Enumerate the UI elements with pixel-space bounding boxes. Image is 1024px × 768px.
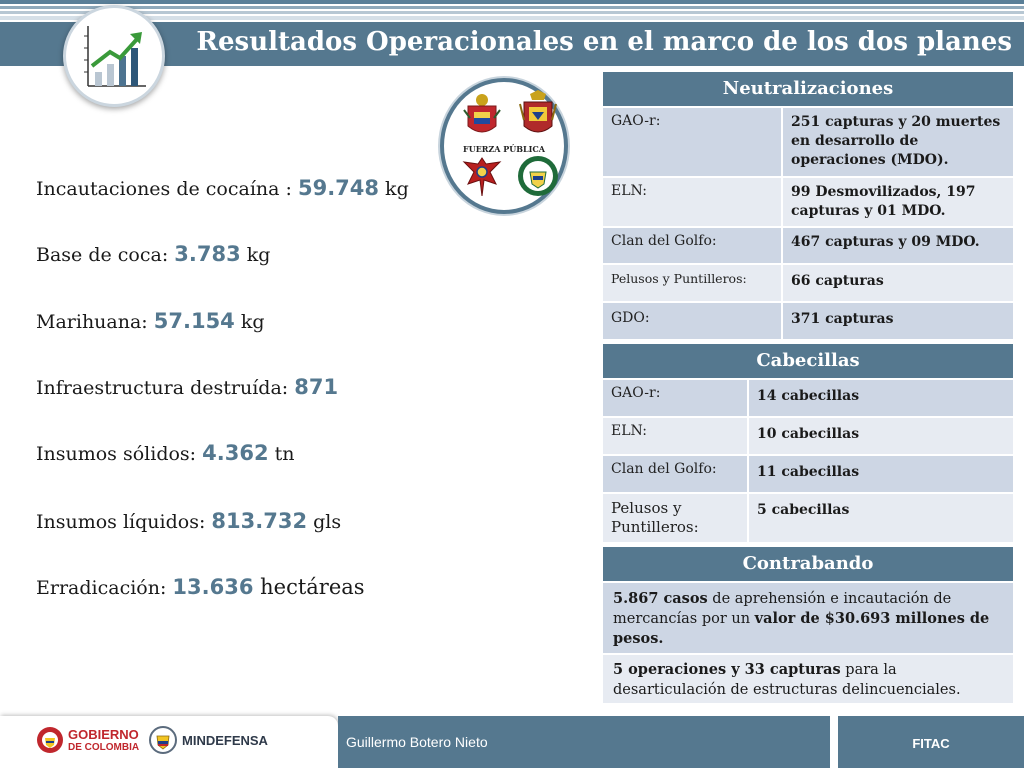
stripe [0,11,1024,14]
stat-unit: kg [234,311,265,333]
air-force-emblem-icon [460,154,504,200]
result-cell: 371 capturas [782,302,1014,340]
group-cell: GAO-r: [602,379,748,417]
result-cell: 11 cabecillas [748,455,1014,493]
stat-value: 813.732 [211,509,308,533]
stripe [0,0,1024,4]
result-cell: 99 Desmovilizados, 197 capturas y 01 MDO. [782,177,1014,227]
stripe [0,6,1024,9]
stat-value: 57.154 [153,309,235,333]
page-title: Resultados Operacionales en el marco de los dos planes [196,27,1012,57]
police-emblem-icon [516,154,560,200]
group-cell: Pelusos y Puntilleros: [602,493,748,543]
stat-marihuana [36,309,265,333]
group-cell: ELN: [602,417,748,455]
stat-cocaina [36,176,409,200]
bar-chart-growth-icon [63,5,165,107]
group-cell: GAO-r: [602,107,782,177]
result-cell: 14 cabecillas [748,379,1014,417]
group-cell: Clan del Golfo: [602,227,782,264]
stat-value: 871 [294,375,339,399]
group-cell: GDO: [602,302,782,340]
contrabando-casos: 5.867 casos [613,590,708,607]
stat-value: 59.748 [297,176,380,200]
stat-label: Infraestructura destruída: [36,377,295,399]
group-cell: Clan del Golfo: [602,455,748,493]
stat-unit: hectáreas [253,575,365,599]
stat-unit: kg [240,244,271,266]
top-decorative-stripes [0,0,1024,22]
table-row [602,264,1014,302]
table-row [602,654,1014,704]
gobierno-colombia-logo [36,726,64,754]
gobierno-logo-text [68,728,139,754]
stat-label: Insumos sólidos: [36,443,203,465]
result-cell: 467 capturas y 09 MDO. [782,227,1014,264]
seal-label: FUERZA PÚBLICA [463,144,545,154]
stat-unit: kg [379,178,409,200]
table-row [602,493,1014,543]
contrabando-text: de aprehensión e incautación de mercancías por un [613,591,952,627]
table-row [602,107,1014,177]
footer-logos [0,716,338,768]
contrabando-valor: valor de $30.693 millones de pesos. [613,610,990,647]
footer-fitac-bar [838,716,1024,768]
table-row [602,227,1014,264]
group-cell: Pelusos y Puntilleros: [602,264,782,302]
stat-unit: tn [268,443,295,465]
navy-emblem-icon [518,90,558,140]
mindefensa-logo [149,726,177,754]
neutralizaciones-header: Neutralizaciones [602,71,1014,107]
stat-erradicacion [36,575,365,599]
stat-value: 13.636 [172,575,254,599]
cabecillas-header: Cabecillas [602,343,1014,379]
contrabando-cell [602,582,1014,654]
table-row [602,379,1014,417]
army-emblem-icon [462,92,502,140]
contrabando-operaciones: 5 operaciones y 33 capturas [613,661,841,678]
gobierno-line1: GOBIERNO [68,727,139,742]
result-cell: 10 cabecillas [748,417,1014,455]
stat-label: Erradicación: [36,577,173,599]
group-cell: ELN: [602,177,782,227]
table-row [602,417,1014,455]
stat-value: 3.783 [174,242,241,266]
result-cell: 251 capturas y 20 muertes en desarrollo de operaciones (MDO). [782,107,1014,177]
stat-insumos-liquidos [36,509,341,533]
stat-label: Incautaciones de cocaína : [36,178,298,200]
table-row [602,177,1014,227]
table-row [602,455,1014,493]
mindefensa-text: MINDEFENSA [182,733,268,748]
fitac-label: FITAC [912,736,950,751]
result-cell: 66 capturas [782,264,1014,302]
footer-name-bar [338,716,830,768]
gobierno-line2: DE COLOMBIA [68,742,140,753]
contrabando-cell [602,654,1014,704]
stat-base-coca [36,242,270,266]
contrabando-text: para la desarticulación de estructuras delincuenciales. [613,662,961,698]
stat-label: Marihuana: [36,311,154,333]
contrabando-header: Contrabando [602,546,1014,582]
stat-label: Base de coca: [36,244,175,266]
stat-label: Insumos líquidos: [36,511,212,533]
stat-value: 4.362 [202,441,269,465]
table-row [602,582,1014,654]
stat-insumos-solidos [36,441,294,465]
table-row [602,302,1014,340]
presenter-name: Guillermo Botero Nieto [346,734,488,750]
fuerza-publica-seal [440,78,568,214]
stripe [0,16,1024,20]
stat-unit: gls [307,511,342,533]
stat-infraestructura [36,375,338,399]
result-cell: 5 cabecillas [748,493,1014,543]
